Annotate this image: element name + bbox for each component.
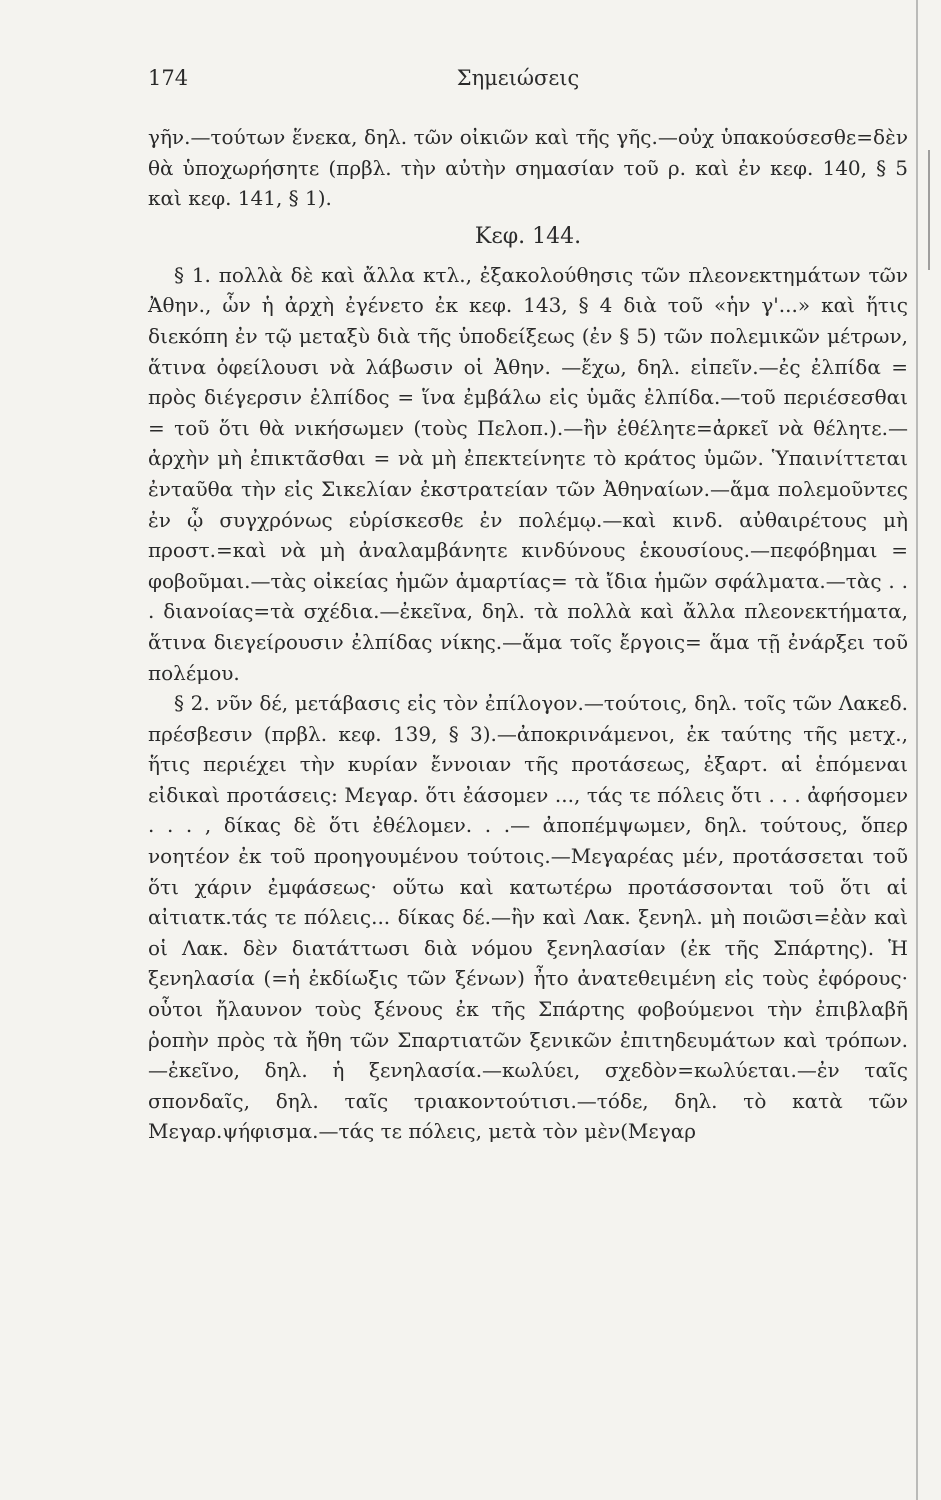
page-number: 174 [148,66,189,90]
page-edge-line [916,0,918,1500]
section-2-paragraph: § 2. νῦν δέ, μετάβασις εἰς τὸν ἐπίλογον.—τούτοις, δηλ. τοῖς τῶν Λακεδ. πρέσβεσιν (πρβλ. κεφ. 139, § 3).—ἀποκρινάμενοι, ἐκ ταύτης τῆς μετχ., ἥτις περιέχει τὴν κυρίαν ἔννοιαν τῆς προτάσεως, ἐξαρτ. αἱ ἑπόμεναι εἰδικαὶ προτάσεις: Μεγαρ. ὅτι ἐάσομεν ..., τάς τε πόλεις ὅτι . . . ἀφήσομεν . . . , δίκας δὲ ὅτι ἐθέλομεν. . .— ἀποπέμψωμεν, δηλ. τούτους, ὅπερ νοητέον ἐκ τοῦ προηγουμένου τούτοις.—Μεγαρέας μέν, προτάσσεται τοῦ ὅτι χάριν ἐμφάσεως· οὕτω καὶ κατωτέρω προτάσσονται τοῦ ὅτι αἱ αἰτιατκ.τάς τε πόλεις... δίκας δέ.—ἢν καὶ Λακ. ξενηλ. μὴ ποιῶσι=ἐὰν καὶ οἱ Λακ. δὲν διατάττωσι διὰ νόμου ξενηλασίαν (ἐκ τῆς Σπάρτης). Ἡ ξενηλασία (=ἡ ἐκδίωξις τῶν ξένων) ἦτο ἀνατεθειμένη εἰς τοὺς ἐφόρους· οὗτοι ἤλαυνον τοὺς ξένους ἐκ τῆς Σπάρτης φοβούμενοι τὴν ἐπιβλαβῆ ῥοπὴν πρὸς τὰ ἤθη τῶν Σπαρτιατῶν ξενικῶν ἐπιτηδευμάτων καὶ τρόπων.—ἐκεῖνο, δηλ. ἡ ξενηλασία.—κωλύει, σχεδὸν=κωλύεται.—ἐν ταῖς σπονδαῖς, δηλ. ταῖς τριακοντούτισι.—τόδε, δηλ. τὸ κατὰ τῶν Μεγαρ.ψήφισμα.—τάς τε πόλεις, μετὰ τὸν μὲν(Μεγαρ [148,691,908,1144]
intro-paragraph: γῆν.—τούτων ἕνεκα, δηλ. τῶν οἰκιῶν καὶ τῆς γῆς.—οὐχ ὑπακούσεσθε=δὲν θὰ ὑποχωρήσητε (πρβλ. τὴν αὐτὴν σημασίαν τοῦ ρ. καὶ ἐν κεφ. 140, § 5 καὶ κεφ. 141, § 1). [148,125,908,211]
page-header [148,66,888,98]
chapter-heading: Κεφ. 144. [474,223,582,249]
running-title: Σημειώσεις [456,66,580,90]
page-edge-mark [928,150,930,270]
section-1-paragraph: § 1. πολλὰ δὲ καὶ ἄλλα κτλ., ἐξακολούθησις τῶν πλεονεκτημάτων τῶν Ἀθην., ὧν ἡ ἀρχὴ ἐγένετο ἐκ κεφ. 143, § 4 διὰ τοῦ «ἡν γ'...» καὶ ἥτις διεκόπη ἐν τῷ μεταξὺ διὰ τῆς ὑποδείξεως (ἐν § 5) τῶν πολεμικῶν μέτρων, ἅτινα ὀφείλουσι νὰ λάβωσιν οἱ Ἀθην. —ἔχω, δηλ. εἰπεῖν.—ἐς ἐλπίδα = πρὸς διέγερσιν ἐλπίδος = ἵνα ἐμβάλω εἰς ὑμᾶς ἐλπίδα.—τοῦ περιέσεσθαι = τοῦ ὅτι θὰ νικήσωμεν (τοὺς Πελοπ.).—ἢν ἐθέλητε=ἀρκεῖ νὰ θέλητε.—ἀρχὴν μὴ ἐπικτᾶσθαι = νὰ μὴ ἐπεκτείνητε τὸ κράτος ὑμῶν. Ὑπαινίττεται ἐνταῦθα τὴν εἰς Σικελίαν ἐκστρατείαν τῶν Ἀθηναίων.—ἅμα πολεμοῦντες ἐν ᾧ συγχρόνως εὑρίσκεσθε ἐν πολέμῳ.—καὶ κινδ. αὐθαιρέτους μὴ προστ.=καὶ νὰ μὴ ἀναλαμβάνητε κινδύνους ἑκουσίους.—πεφόβημαι = φοβοῦμαι.—τὰς οἰκείας ἡμῶν ἁμαρτίας= τὰ ἴδια ἡμῶν σφάλματα.—τὰς . . . διανοίας=τὰ σχέδια.—ἐκεῖνα, δηλ. τὰ πολλὰ καὶ ἄλλα πλεονεκτήματα, ἅτινα διεγείρουσιν ἐλπίδας νίκης.—ἅμα τοῖς ἔργοις= ἅμα τῇ ἐνάρξει τοῦ πολέμου. [148,262,908,685]
page-body [148,122,908,1147]
